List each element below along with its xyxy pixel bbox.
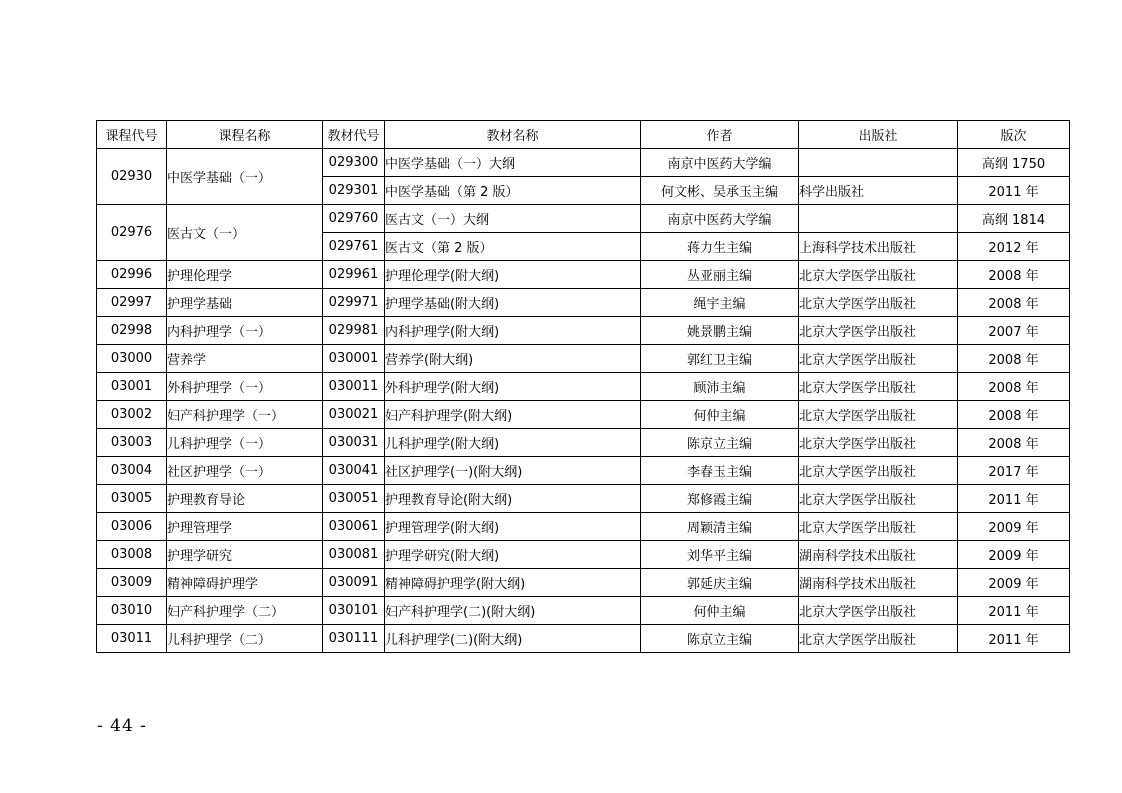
book-name-cell: 护理教育导论(附大纲) (385, 485, 641, 513)
book-name-cell: 妇产科护理学(附大纲) (385, 401, 641, 429)
book-code-cell: 030001 (323, 345, 385, 373)
author-cell: 绳宇主编 (641, 289, 799, 317)
publisher-cell: 上海科学技术出版社 (799, 233, 958, 261)
book-name-cell: 外科护理学(附大纲) (385, 373, 641, 401)
book-name-cell: 中医学基础（第 2 版） (385, 177, 641, 205)
table-row (97, 373, 1070, 401)
edition-cell: 2009 年 (958, 513, 1070, 541)
publisher-cell: 北京大学医学出版社 (799, 289, 958, 317)
book-name-cell: 护理伦理学(附大纲) (385, 261, 641, 289)
course-name-cell: 社区护理学（一） (167, 457, 323, 485)
course-name-cell: 护理学基础 (167, 289, 323, 317)
edition-cell: 2017 年 (958, 457, 1070, 485)
author-cell: 陈京立主编 (641, 429, 799, 457)
table-row (97, 261, 1070, 289)
table-row (97, 513, 1070, 541)
course-code-cell: 03004 (97, 457, 167, 485)
edition-cell: 2009 年 (958, 541, 1070, 569)
book-code-cell: 030061 (323, 513, 385, 541)
book-name-cell: 护理管理学(附大纲) (385, 513, 641, 541)
book-name-cell: 医古文（第 2 版） (385, 233, 641, 261)
author-cell: 丛亚丽主编 (641, 261, 799, 289)
author-cell: 郑修霞主编 (641, 485, 799, 513)
header-publisher: 出版社 (799, 121, 958, 149)
author-cell: 李春玉主编 (641, 457, 799, 485)
course-name-cell: 医古文（一） (167, 205, 323, 261)
course-code-cell: 03000 (97, 345, 167, 373)
publisher-cell: 北京大学医学出版社 (799, 401, 958, 429)
book-code-cell: 030101 (323, 597, 385, 625)
course-code-cell: 02976 (97, 205, 167, 261)
book-code-cell: 030081 (323, 541, 385, 569)
book-code-cell: 029981 (323, 317, 385, 345)
course-code-cell: 03009 (97, 569, 167, 597)
course-code-cell: 03011 (97, 625, 167, 653)
course-name-cell: 内科护理学（一） (167, 317, 323, 345)
author-cell: 何仲主编 (641, 597, 799, 625)
book-name-cell: 儿科护理学(附大纲) (385, 429, 641, 457)
table-body (97, 149, 1070, 653)
edition-cell: 高纲 1814 (958, 205, 1070, 233)
textbook-table (96, 120, 1070, 653)
publisher-cell: 北京大学医学出版社 (799, 625, 958, 653)
course-code-cell: 02930 (97, 149, 167, 205)
table-row (97, 457, 1070, 485)
edition-cell: 2011 年 (958, 177, 1070, 205)
book-name-cell: 精神障碍护理学(附大纲) (385, 569, 641, 597)
book-name-cell: 儿科护理学(二)(附大纲) (385, 625, 641, 653)
publisher-cell: 北京大学医学出版社 (799, 597, 958, 625)
publisher-cell: 湖南科学技术出版社 (799, 541, 958, 569)
author-cell: 蒋力生主编 (641, 233, 799, 261)
author-cell: 何文彬、吴承玉主编 (641, 177, 799, 205)
publisher-cell: 湖南科学技术出版社 (799, 569, 958, 597)
course-code-cell: 03003 (97, 429, 167, 457)
header-book-name: 教材名称 (385, 121, 641, 149)
edition-cell: 2011 年 (958, 625, 1070, 653)
book-name-cell: 营养学(附大纲) (385, 345, 641, 373)
course-code-cell: 03005 (97, 485, 167, 513)
book-code-cell: 030031 (323, 429, 385, 457)
author-cell: 顾沛主编 (641, 373, 799, 401)
book-name-cell: 护理学研究(附大纲) (385, 541, 641, 569)
table-row (97, 625, 1070, 653)
course-code-cell: 03006 (97, 513, 167, 541)
book-name-cell: 内科护理学(附大纲) (385, 317, 641, 345)
table-row (97, 149, 1070, 177)
book-code-cell: 030021 (323, 401, 385, 429)
table-row (97, 485, 1070, 513)
publisher-cell: 北京大学医学出版社 (799, 317, 958, 345)
author-cell: 刘华平主编 (641, 541, 799, 569)
header-book-code: 教材代号 (323, 121, 385, 149)
publisher-cell (799, 205, 958, 233)
publisher-cell: 北京大学医学出版社 (799, 485, 958, 513)
book-code-cell: 030111 (323, 625, 385, 653)
course-name-cell: 营养学 (167, 345, 323, 373)
book-code-cell: 030011 (323, 373, 385, 401)
author-cell: 南京中医药大学编 (641, 149, 799, 177)
edition-cell: 2012 年 (958, 233, 1070, 261)
edition-cell: 2011 年 (958, 485, 1070, 513)
edition-cell: 2007 年 (958, 317, 1070, 345)
publisher-cell: 北京大学医学出版社 (799, 345, 958, 373)
book-name-cell: 社区护理学(一)(附大纲) (385, 457, 641, 485)
course-name-cell: 护理管理学 (167, 513, 323, 541)
publisher-cell: 科学出版社 (799, 177, 958, 205)
header-edition: 版次 (958, 121, 1070, 149)
course-name-cell: 儿科护理学（二） (167, 625, 323, 653)
book-code-cell: 029761 (323, 233, 385, 261)
edition-cell: 2008 年 (958, 373, 1070, 401)
publisher-cell: 北京大学医学出版社 (799, 261, 958, 289)
header-course-name: 课程名称 (167, 121, 323, 149)
edition-cell: 2008 年 (958, 261, 1070, 289)
table-row (97, 317, 1070, 345)
book-code-cell: 029961 (323, 261, 385, 289)
course-name-cell: 妇产科护理学（一） (167, 401, 323, 429)
book-code-cell: 030041 (323, 457, 385, 485)
author-cell: 郭红卫主编 (641, 345, 799, 373)
book-code-cell: 029301 (323, 177, 385, 205)
author-cell: 南京中医药大学编 (641, 205, 799, 233)
edition-cell: 2008 年 (958, 429, 1070, 457)
course-name-cell: 妇产科护理学（二） (167, 597, 323, 625)
course-code-cell: 02996 (97, 261, 167, 289)
course-code-cell: 03001 (97, 373, 167, 401)
header-course-code: 课程代号 (97, 121, 167, 149)
table-row (97, 569, 1070, 597)
table-row (97, 541, 1070, 569)
course-code-cell: 03010 (97, 597, 167, 625)
table-row (97, 401, 1070, 429)
book-code-cell: 029300 (323, 149, 385, 177)
book-code-cell: 029971 (323, 289, 385, 317)
book-code-cell: 030051 (323, 485, 385, 513)
author-cell: 姚景鹏主编 (641, 317, 799, 345)
course-name-cell: 护理学研究 (167, 541, 323, 569)
publisher-cell: 北京大学医学出版社 (799, 513, 958, 541)
course-code-cell: 03002 (97, 401, 167, 429)
course-name-cell: 护理伦理学 (167, 261, 323, 289)
book-name-cell: 中医学基础（一）大纲 (385, 149, 641, 177)
author-cell: 陈京立主编 (641, 625, 799, 653)
author-cell: 何仲主编 (641, 401, 799, 429)
course-code-cell: 02998 (97, 317, 167, 345)
book-code-cell: 029760 (323, 205, 385, 233)
edition-cell: 2008 年 (958, 289, 1070, 317)
course-name-cell: 中医学基础（一） (167, 149, 323, 205)
book-name-cell: 护理学基础(附大纲) (385, 289, 641, 317)
table-row (97, 597, 1070, 625)
publisher-cell: 北京大学医学出版社 (799, 373, 958, 401)
table-row (97, 205, 1070, 233)
edition-cell: 2009 年 (958, 569, 1070, 597)
book-name-cell: 妇产科护理学(二)(附大纲) (385, 597, 641, 625)
book-code-cell: 030091 (323, 569, 385, 597)
edition-cell: 高纲 1750 (958, 149, 1070, 177)
edition-cell: 2011 年 (958, 597, 1070, 625)
table-row (97, 345, 1070, 373)
author-cell: 周颖清主编 (641, 513, 799, 541)
page-number: - 44 - (97, 716, 147, 736)
table-row (97, 429, 1070, 457)
publisher-cell (799, 149, 958, 177)
header-row (97, 121, 1070, 149)
course-name-cell: 外科护理学（一） (167, 373, 323, 401)
course-code-cell: 03008 (97, 541, 167, 569)
edition-cell: 2008 年 (958, 401, 1070, 429)
course-name-cell: 护理教育导论 (167, 485, 323, 513)
edition-cell: 2008 年 (958, 345, 1070, 373)
author-cell: 郭延庆主编 (641, 569, 799, 597)
header-author: 作者 (641, 121, 799, 149)
table-row (97, 289, 1070, 317)
publisher-cell: 北京大学医学出版社 (799, 429, 958, 457)
publisher-cell: 北京大学医学出版社 (799, 457, 958, 485)
course-code-cell: 02997 (97, 289, 167, 317)
book-name-cell: 医古文（一）大纲 (385, 205, 641, 233)
course-name-cell: 精神障碍护理学 (167, 569, 323, 597)
course-name-cell: 儿科护理学（一） (167, 429, 323, 457)
